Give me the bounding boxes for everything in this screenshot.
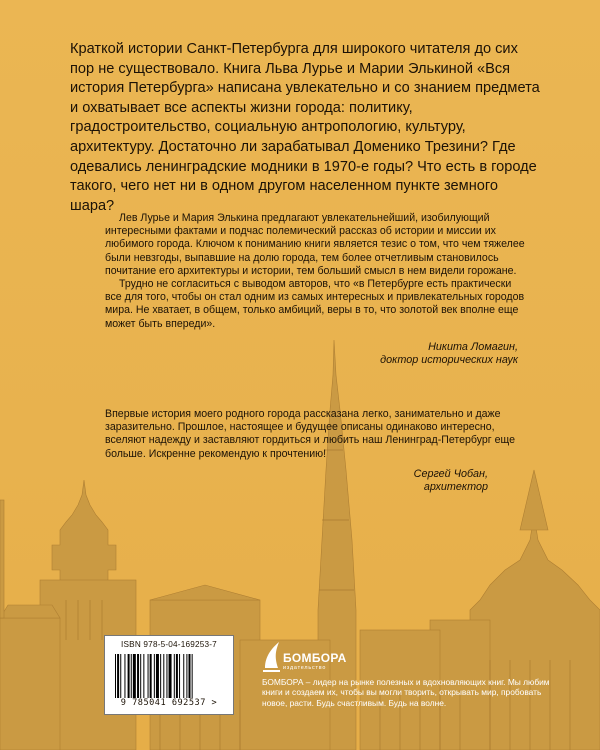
- review-author: Сергей Чобан,: [413, 467, 488, 480]
- publisher-logo: [262, 636, 346, 676]
- book-description: Краткой истории Санкт-Петербурга для широкого читателя до сих пор не существовало. Книга Льва Лурье и Марии Элькиной «Вся история Петербурга» написана увлекательно и со знанием предмета и охватывает все аспекты жизни города: политику, градостроительство, социальную антропологию, культуру, архитектуру. Достаточно ли зарабатывал Доменико Трезини? Где одевались ленинградские модники в 1970-е годы? Что есть в городе такого, чего нет ни в одном другом населенном пункте земного шара?: [70, 41, 540, 214]
- wave-icon: [262, 638, 282, 674]
- publisher-description: БОМБОРА – лидер на рынке полезных и вдохновляющих книг. Мы любим книги и создаем их, чтобы вы могли творить, открывать мир, пробовать новое, расти. Будь счастливым. Будь на волне.: [262, 677, 550, 708]
- publisher-subtitle: издательство: [283, 665, 327, 671]
- review-author-title: доктор исторических наук: [380, 354, 518, 367]
- barcode-block: [104, 635, 234, 715]
- review-signature: [105, 468, 530, 495]
- barcode-digits: 9 785041 692537 >: [120, 698, 218, 708]
- review-author-title: архитектор: [423, 481, 488, 494]
- review-paragraph: Впервые история моего родного города рассказана легко, занимательно и даже заразительно. Прошлое, настоящее и будущее описаны одинаково интересно, вселяют надежду и заставляют гордиться и любить наш Ленинград-Петербург еще больше. Искренне рекомендую к прочтению!: [105, 408, 515, 460]
- review-paragraph: Трудно не согласиться с выводом авторов, что «в Петербурге есть практически все для того, чтобы он стал одним из самых интересных и привлекательных городов мира. Не хватает, в общем, только амбиций, веры в то, что золотой век вполне еще может быть впереди».: [105, 278, 525, 330]
- review-author: Никита Ломагин,: [428, 340, 518, 353]
- review-signature: [105, 341, 530, 368]
- publisher-name: БОМБОРА: [283, 651, 347, 665]
- barcode-bars: [115, 654, 223, 698]
- isbn-label: ISBN 978-5-04-169253-7: [121, 640, 217, 649]
- review-choban: [105, 408, 530, 495]
- review-lomagin: [105, 212, 530, 368]
- review-paragraph: Лев Лурье и Мария Элькина предлагают увлекательнейший, изобилующий интересными фактами и подчас полемический рассказ об истории и миссии их любимого города. Ключом к пониманию книги является тезис о том, что чем тяжелее были невзгоды, выпавшие на долю города, тем более отчетливым становилось почитание его архитектуры и истории, тем больший смысл в нем видели горожане.: [105, 212, 525, 277]
